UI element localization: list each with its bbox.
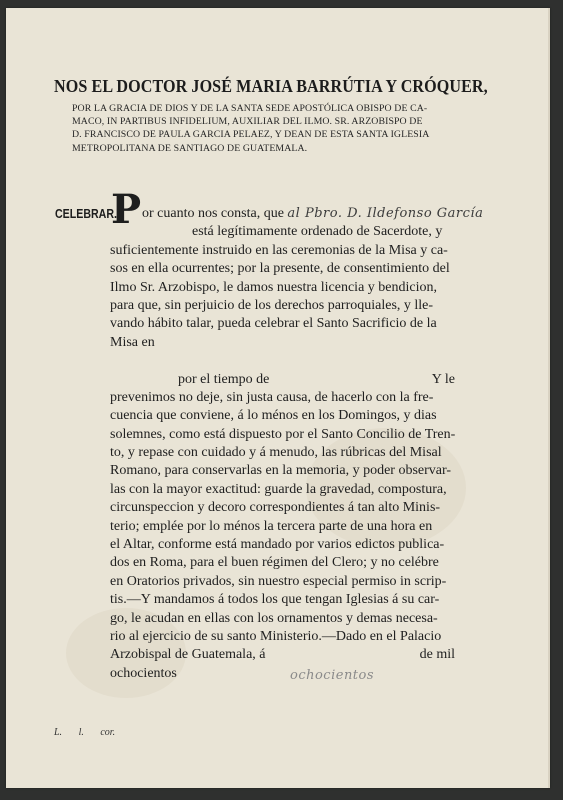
document-title: NOS EL DOCTOR JOSÉ MARIA BARRÚTIA Y CRÓQUER, [54, 76, 488, 96]
body-line: está legítimamente ordenado de Sacerdote, y [192, 224, 443, 240]
handwritten-name: al Pbro. D. Ildefonso García [287, 206, 484, 221]
inline-de-mil: de mil [419, 647, 455, 663]
body-line: Ilmo Sr. Arzobispo, le damos nuestra licencia y bendicion, [110, 279, 437, 295]
body-line: tis.—Y mandamos á todos los que tengan Iglesias á su car- [110, 592, 440, 608]
footer-l2: l. [78, 727, 84, 738]
subtitle-line: POR LA GRACIA DE DIOS Y DE LA SANTA SEDE APOSTÓLICA OBISPO DE CA- [72, 103, 428, 114]
subtitle-line: MACO, IN PARTIBUS INFIDELIUM, AUXILIAR DEL ILMO. SR. ARZOBISPO DE [72, 116, 423, 128]
body-line: go, le acudan en ellas con los ornamentos y demas necesa- [110, 610, 438, 626]
body-line: to, y repase con cuidado y á menudo, las rúbricas del Misal [110, 445, 442, 461]
body-line: Romano, para conservarlas en la memoria, y poder observar- [110, 463, 452, 479]
body-line: terio; emplée por lo ménos la tercera parte de una hora en [110, 518, 433, 534]
margin-label-celebrar: CELEBRAR. [55, 207, 117, 221]
body-line: suficientemente instruido en las ceremonias de la Misa y ca- [110, 242, 448, 258]
footer-cor: cor. [100, 727, 116, 738]
body-line: para que, sin perjuicio de los derechos parroquiales, y lle- [110, 297, 434, 313]
body-line: sos en ella ocurrentes; por la presente, de consentimiento del [110, 261, 450, 277]
drop-cap: P [111, 186, 142, 233]
inline-y-le: Y le [431, 371, 455, 387]
body-line: en Oratorios privados, sin nuestro especial permiso in scrip- [110, 573, 447, 589]
body-line-blank [110, 352, 455, 370]
body-line: dos en Roma, para el buen régimen del Clero; y no celébre [110, 555, 439, 571]
document-footer [54, 727, 129, 738]
subtitle-line: D. FRANCISCO DE PAULA GARCIA PELAEZ, Y DEAN DE ESTA SANTA IGLESIA [72, 129, 430, 141]
body-line: solemnes, como está dispuesto por el Santo Concilio de Tren- [110, 426, 456, 442]
body-line: por el tiempo de Y le [110, 371, 455, 389]
body-line: or cuanto nos consta, que al Pbro. D. Ildefonso García [142, 206, 484, 221]
body-line: circunspeccion y decoro correspondientes á tan alto Minis- [110, 500, 441, 516]
handwritten-date: ochocientos [290, 667, 375, 683]
footer-l: L. [54, 727, 63, 738]
body-line: Misa en [110, 334, 155, 350]
body-line: prevenimos no deje, sin justa causa, de hacerlo con la fre- [110, 389, 434, 405]
subtitle-line: METROPOLITANA DE SANTIAGO DE GUATEMALA. [72, 142, 308, 154]
body-line: rio al ejercicio de su santo Ministerio.—Dado en el Palacio [110, 628, 442, 644]
body-line: ochocientos ochocientos [110, 665, 455, 683]
body-line: el Altar, conforme está mandado por varios edictos publica- [110, 537, 445, 553]
license-body [110, 205, 484, 683]
body-line: las con la mayor exactitud: guarde la gravedad, compostura, [110, 481, 447, 497]
body-line: vando hábito talar, pueda celebrar el Santo Sacrificio de la [110, 316, 437, 332]
body-line: cuencia que conviene, á lo ménos en los Domingos, y dias [110, 408, 437, 424]
body-line: Arzobispal de Guatemala, á de mil [110, 646, 455, 664]
document-subtitle [72, 102, 462, 155]
